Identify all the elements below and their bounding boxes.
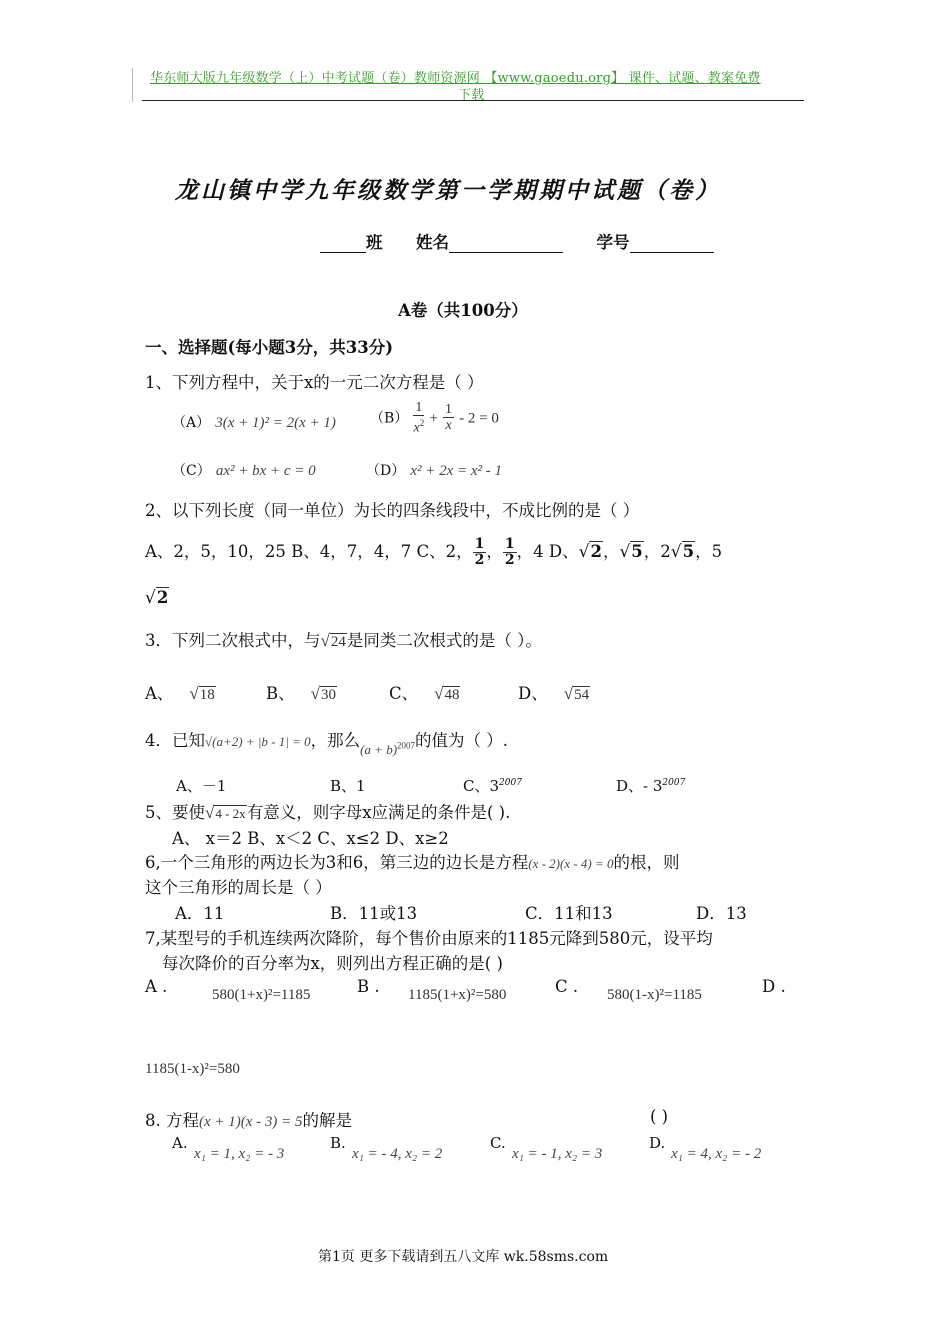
q2-c-half1: $\frac{1}{2}$ <box>474 536 485 568</box>
q2-options-cont <box>145 588 169 608</box>
header-rule <box>142 100 804 101</box>
q3-sqrt24: √24 <box>320 631 346 650</box>
q1-b-frac1: $\frac{1}{x^2}$ <box>413 400 425 436</box>
q4-condition: √(a+2) + |b - 1| = 0 <box>205 734 311 749</box>
q1-b-frac2: $\frac{1}{x}$ <box>445 402 453 434</box>
q4-option-b: B、1 <box>330 777 366 795</box>
q7-option-b-label: B . <box>357 977 380 996</box>
q4-option-c: C、$3^{2007}$ <box>463 777 522 795</box>
q1-option-b: （B） $\frac{1}{x^2}$ + $\frac{1}{x}$ - 2 = 0 <box>370 400 499 436</box>
q7-stem: 7,某型号的手机连续两次降阶，每个售价由原来的1185元降到580元，设平均 <box>145 929 713 948</box>
q3-option-a: A、 √18 <box>145 684 215 703</box>
q3-option-d: D、 √54 <box>518 684 590 703</box>
q8-option-a-label: A. <box>172 1134 188 1152</box>
q5-radical: √4 - 2x <box>205 803 246 822</box>
q6-option-d: D．13 <box>696 904 747 923</box>
q8-option-b: x₁ = - 4, x₂ = 2 <box>352 1146 443 1162</box>
q8-option-c-label: C. <box>490 1134 506 1152</box>
page-footer: 第1页 更多下载请到五八文库 wk.58sms.com <box>318 1249 609 1265</box>
q8-option-a: x₁ = 1, x₂ = - 3 <box>194 1146 285 1162</box>
q1-option-a: （A） 3(x + 1)² = 2(x + 1) <box>172 415 336 431</box>
q4-option-a: A、－1 <box>176 777 227 795</box>
class-blank <box>320 234 366 253</box>
q2-d-sqrt2: √2 <box>578 542 602 562</box>
q4-option-d: D、- $3^{2007}$ <box>616 777 686 795</box>
header-resource-link[interactable]: 华东师大版九年级数学（上）中考试题（卷）教师资源网 【www.gaoedu.org】 课件、试题、教案免费 <box>150 71 761 86</box>
q3-stem: 3．下列二次根式中，与√24是同类二次根式的是（ ）。 <box>145 631 542 650</box>
q1-option-c: （C） ax² + bx + c = 0 <box>172 463 316 479</box>
number-blank <box>630 234 714 253</box>
q8-equation: (x + 1)(x - 3) = 5 <box>199 1114 303 1130</box>
q7-option-d: 1185(1-x)²=580 <box>145 1061 240 1077</box>
q6-equation: (x - 2)(x - 4) = 0 <box>528 856 614 871</box>
q6-stem-line2: 这个三角形的周长是（ ） <box>145 878 332 897</box>
section-a-heading: A卷（共100分） <box>398 301 528 320</box>
q8-option-d: x₁ = 4, x₂ = - 2 <box>671 1146 762 1162</box>
q5-options: A、 x＝2 B、x＜2 C、x≤2 D、x≥2 <box>172 829 449 848</box>
q4-expression: (a + b)2007 <box>360 740 416 757</box>
q1-d-expr: x² + 2x = x² - 1 <box>410 463 503 479</box>
q8-stem: 8. 方程(x + 1)(x - 3) = 5的解是 <box>145 1111 353 1130</box>
q7-option-c: 580(1-x)²=1185 <box>607 987 702 1003</box>
q7-option-a: 580(1+x)²=1185 <box>212 987 311 1003</box>
q7-option-d-label: D . <box>762 977 786 996</box>
q6-option-a: A．11 <box>175 904 225 923</box>
q1-a-expr: 3(x + 1)² = 2(x + 1) <box>215 415 336 431</box>
student-info <box>320 229 714 253</box>
header-margin-bar <box>132 68 133 102</box>
name-blank <box>449 234 563 253</box>
q7-option-a-label: A . <box>145 977 168 996</box>
q8-option-b-label: B. <box>330 1134 346 1152</box>
q4-stem: 4．已知√(a+2) + |b - 1| = 0，那么$_{(a + b)^{2007}}$的值为（ ）. <box>145 731 509 757</box>
q3-option-b: B、 √30 <box>266 684 336 703</box>
q6-option-c: C．11和13 <box>525 904 613 923</box>
part1-heading: 一、选择题(每小题3分，共33分) <box>145 338 394 357</box>
q8-answer-paren: ( ) <box>650 1107 669 1126</box>
q8-option-d-label: D. <box>649 1134 666 1152</box>
q7-option-b: 1185(1+x)²=580 <box>408 987 507 1003</box>
header-resource-link-cont[interactable]: 下载 <box>458 88 485 103</box>
q7-option-c-label: C . <box>555 977 579 996</box>
q5-stem: 5、要使√4 - 2x有意义，则字母x应满足的条件是( ). <box>145 803 511 822</box>
class-label: 班 <box>366 233 383 252</box>
q1-option-d: （D） x² + 2x = x² - 1 <box>366 463 503 479</box>
q2-stem: 2、以下列长度（同一单位）为长的四条线段中，不成比例的是（ ） <box>145 501 640 520</box>
name-label: 姓名 <box>416 233 449 252</box>
q3-option-c: C、 √48 <box>389 684 460 703</box>
q8-option-c: x₁ = - 1, x₂ = 3 <box>512 1146 603 1162</box>
q2-d-sqrt5: √5 <box>619 542 643 562</box>
q6-option-b: B．11或13 <box>330 904 418 923</box>
q1-b-tail: - 2 = 0 <box>459 410 499 427</box>
q6-stem: 6,一个三角形的两边长为3和6，第三边的边长是方程(x - 2)(x - 4) = 0的根，则 <box>145 853 680 872</box>
exam-title: 龙山镇中学九年级数学第一学期期中试题（卷） <box>175 177 721 204</box>
q2-d-2sqrt5: √5 <box>670 542 695 562</box>
q2-options: A、2，5，10，25 B、4，7，4，7 C、2， $\frac{1}{2}$ ， $\frac{1}{2}$ ，4 D、√2，√5，2√5，5 <box>145 536 723 568</box>
q2-c-half2: $\frac{1}{2}$ <box>504 536 515 568</box>
q1-c-expr: ax² + bx + c = 0 <box>215 463 316 479</box>
q7-stem-line2: 每次降价的百分率为x，则列出方程正确的是( ) <box>162 954 503 973</box>
q2-d-5sqrt2: √2 <box>145 588 169 608</box>
number-label: 学号 <box>596 233 630 252</box>
q1-stem: 1、下列方程中，关于x的一元二次方程是（ ） <box>145 373 484 392</box>
